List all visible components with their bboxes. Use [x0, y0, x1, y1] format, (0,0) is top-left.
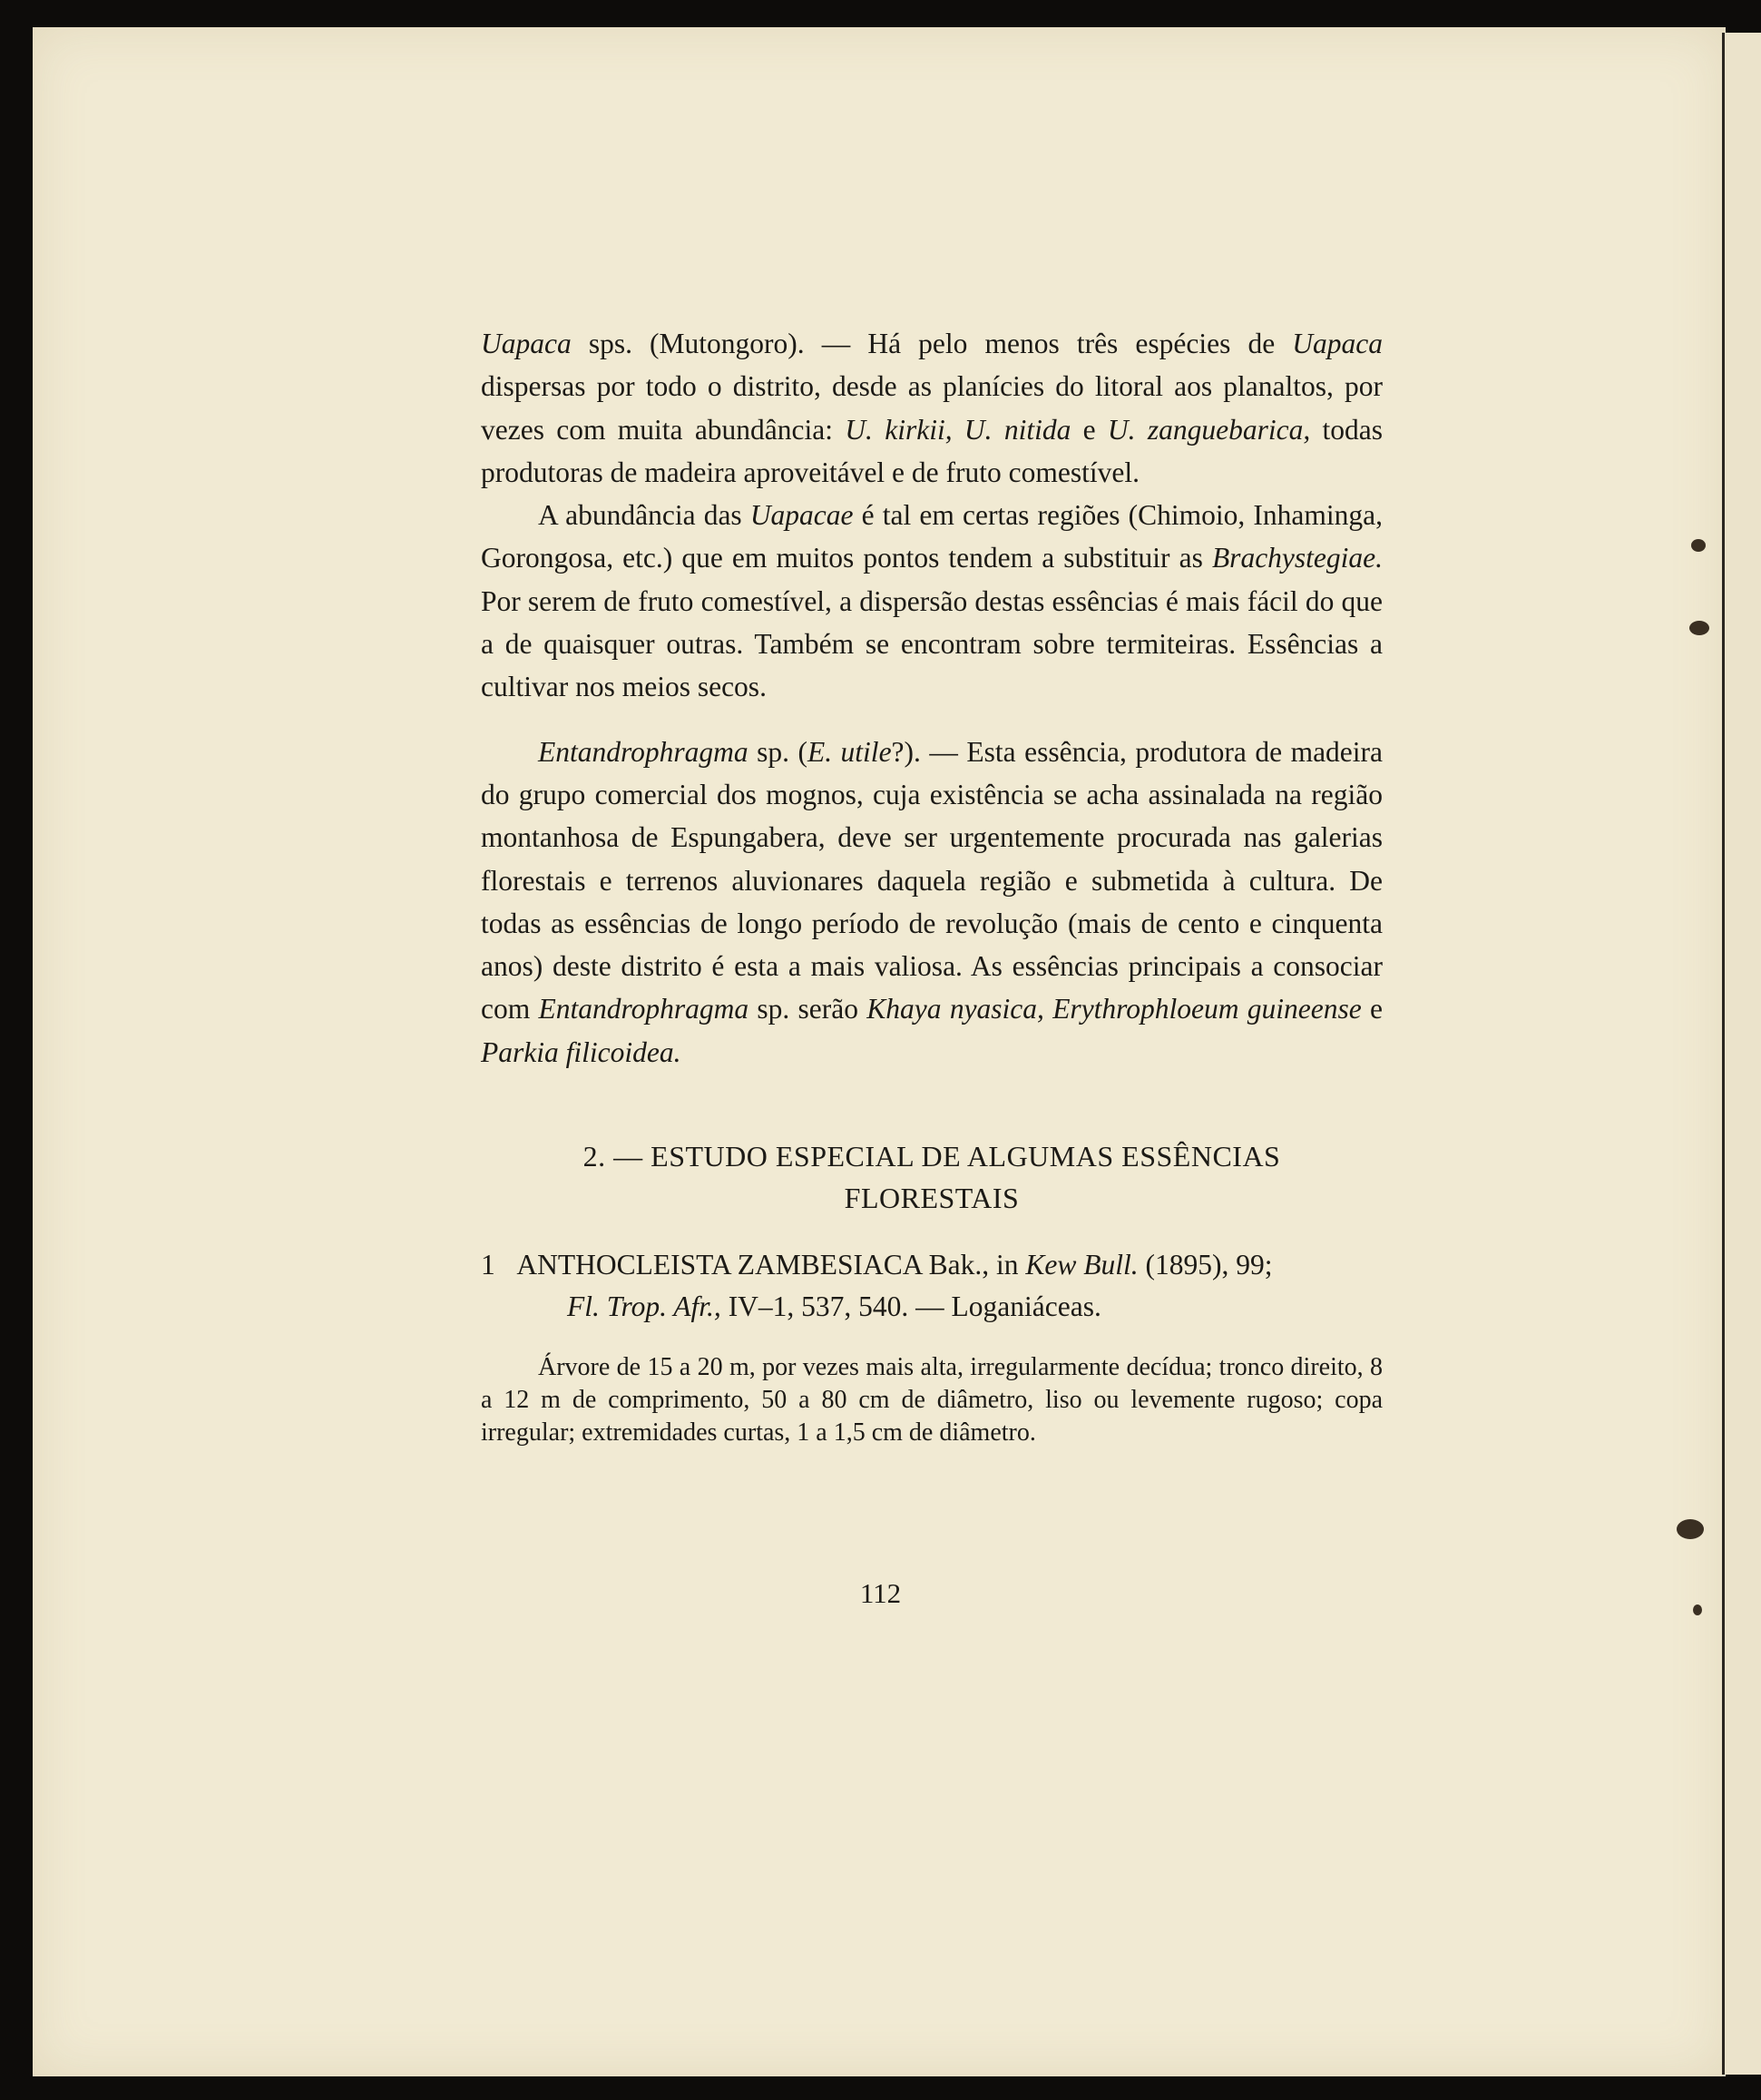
page-text	[481, 322, 1383, 1449]
section-heading-line-2: FLORESTAIS	[844, 1182, 1020, 1215]
species-entry-header: 1 ANTHOCLEISTA ZAMBESIACA Bak., in Kew Bull. (1895), 99; Fl. Trop. Afr., IV–1, 537, 540. — Loganiáceas.	[481, 1249, 1273, 1323]
species-name: Parkia filicoidea.	[481, 1035, 681, 1068]
species-names: Khaya nyasica, Erythrophloeum guineense	[866, 993, 1362, 1025]
binding-mark	[1689, 621, 1709, 635]
genus-name: Entandrophragma	[538, 993, 749, 1025]
journal-name: Kew Bull.	[1025, 1249, 1139, 1281]
species-name: U. zanguebarica,	[1107, 413, 1311, 446]
entry-number: 1	[481, 1249, 495, 1281]
binding-mark	[1691, 539, 1706, 552]
adjacent-page-edge	[1722, 33, 1761, 2075]
paragraph-entandrophragma: Entandrophragma sp. (E. utile?). — Esta essência, produtora de madeira do grupo comercial dos mognos, cuja existência se acha assinalada na região montanhosa de Espungabera, deve ser urgentemente procurada nas galerias florestais e terrenos aluvionares daquela região e submetida à cultura. De todas as essências de longo período de revolução (mais de cento e cinquenta anos) deste distrito é esta a mais valiosa. As essências principais a consociar com Entandrophragma sp. serão Khaya nyasica, Erythrophloeum guineense e Parkia filicoidea.	[481, 735, 1384, 1068]
species-description: Árvore de 15 a 20 m, por vezes mais alta, irregularmente decídua; tronco direito, 8 a 12 m de comprimento, 50 a 80 cm de diâmetro, liso ou levemente rugoso; copa irregular; extremidades curtas, 1 a 1,5 cm de diâmetro.	[481, 1353, 1383, 1447]
binding-mark	[1677, 1519, 1704, 1539]
paragraph-uapaca: Uapaca sps. (Mutongoro). — Há pelo menos três espécies de Uapaca dispersas por todo o distrito, desde as planícies do litoral aos planaltos, por vezes com muita abundância: U. kirkii, U. nitida e U. zanguebarica, todas produtoras de madeira aproveitável e de fruto comestível.	[481, 328, 1383, 488]
genus-name: Uapaca	[481, 328, 572, 359]
genus-name: Uapaca	[1292, 328, 1383, 359]
flora-reference: Fl. Trop. Afr.,	[567, 1290, 721, 1323]
species-name: E. utile	[807, 735, 892, 768]
section-heading-line-1: 2. — ESTUDO ESPECIAL DE ALGUMAS ESSÊNCIAS	[582, 1140, 1281, 1173]
species-title: ANTHOCLEISTA ZAMBESIACA	[516, 1249, 922, 1281]
species-names: U. kirkii, U. nitida	[845, 413, 1071, 446]
section-heading	[481, 1135, 1383, 1219]
genus-name: Uapacae	[749, 499, 854, 532]
page-number: 112	[859, 1577, 902, 1609]
paragraph-uapacae: A abundância das Uapacae é tal em certas regiões (Chimoio, Inhaminga, Gorongosa, etc.) que em muitos pontos tendem a substituir as Brachystegiae. Por serem de fruto comestível, a dispersão destas essências é mais fácil do que a de quaisquer outras. Também se encontram sobre termiteiras. Essências a cultivar nos meios secos.	[481, 499, 1383, 703]
genus-name: Entandrophragma	[538, 735, 748, 768]
genus-name: Brachystegiae.	[1211, 542, 1383, 574]
